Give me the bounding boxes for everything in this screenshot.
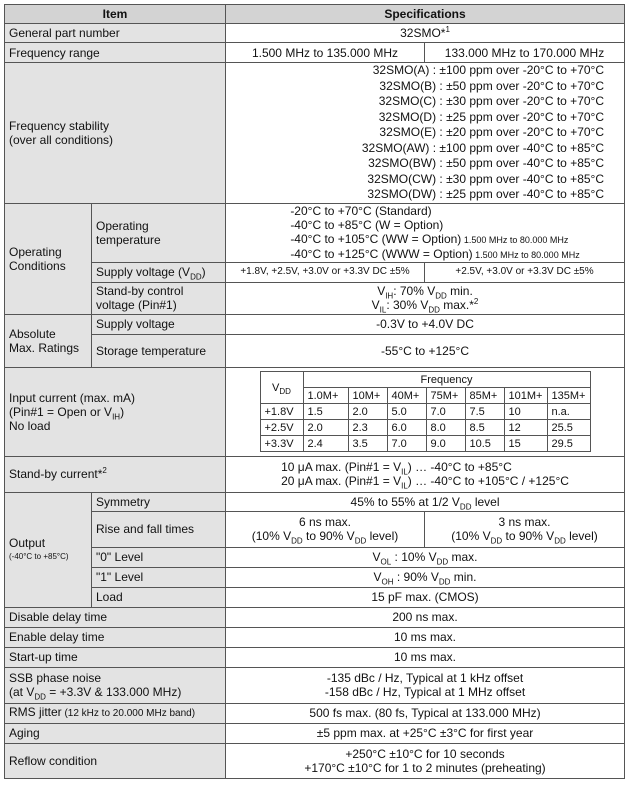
current-cell: 6.0 bbox=[387, 420, 426, 436]
standby-current-row bbox=[5, 456, 625, 492]
startup-value: 10 ms max. bbox=[226, 647, 625, 667]
load-value: 15 pF max. (CMOS) bbox=[226, 587, 625, 607]
standby-current-label: Stand-by current*$^2$ bbox=[5, 456, 226, 492]
rms-jitter-value: 500 fs max. (80 fs, Typical at 133.000 MHz) bbox=[226, 703, 625, 723]
rise-fall-low: 6 ns max. (10% $V_{DD}$ to 90% $V_{DD}$ level) bbox=[226, 511, 425, 547]
freq-column: 75M+ bbox=[426, 388, 465, 404]
frequency-header: Frequency bbox=[303, 372, 590, 388]
item-header: Item bbox=[5, 5, 226, 24]
stability-line: 32SMO(BW) : ±50 ppm over -40°C to +85°C bbox=[368, 156, 605, 170]
input-current-table bbox=[260, 371, 591, 452]
frequency-stability-values bbox=[226, 63, 625, 204]
vdd-value: +2.5V bbox=[260, 420, 303, 436]
aging-row bbox=[5, 723, 625, 743]
stability-line: 32SMO(D) : ±25 ppm over -20°C to +70°C bbox=[378, 109, 605, 124]
output-label: Output (-40°C to +85°C) bbox=[5, 492, 92, 607]
supply-voltage-label: Supply voltage $(V_{DD})$ bbox=[92, 262, 226, 282]
general-part-value: 32SMO*$^1$ bbox=[226, 24, 625, 43]
current-cell: 7.5 bbox=[465, 404, 504, 420]
freq-column: 135M+ bbox=[547, 388, 590, 404]
current-row bbox=[260, 436, 590, 452]
rise-fall-high: 3 ns max. (10% $V_{DD}$ to 90% $V_{DD}$ level) bbox=[425, 511, 625, 547]
frequency-stability-label: Frequency stability (over all conditions) bbox=[5, 63, 226, 204]
ssb-phase-noise-values: -135 dBc / Hz, Typical at 1 kHz offset -158 dBc / Hz, Typical at 1 MHz offset bbox=[226, 667, 625, 703]
stability-line: 32SMO(AW) : ±100 ppm over -40°C to +85°C bbox=[361, 140, 605, 155]
freq-column: 1.0M+ bbox=[303, 388, 348, 404]
vdd-value: +1.8V bbox=[260, 404, 303, 420]
operating-temperature-values bbox=[226, 203, 625, 262]
reflow-values: +250°C ±10°C for 10 seconds +170°C ±10°C for 1 to 2 minutes (preheating) bbox=[226, 743, 625, 778]
specifications-table bbox=[4, 4, 625, 779]
symmetry-value: 45% to 55% at 1/2 $V_{DD}$ level bbox=[226, 492, 625, 511]
zero-level-row bbox=[5, 547, 625, 567]
disable-delay-value: 200 ns max. bbox=[226, 607, 625, 627]
symmetry-row bbox=[5, 492, 625, 511]
enable-delay-value: 10 ms max. bbox=[226, 627, 625, 647]
startup-label: Start-up time bbox=[5, 647, 226, 667]
current-cell: 2.0 bbox=[303, 420, 348, 436]
input-current-table-cell bbox=[226, 367, 625, 456]
current-cell: 10 bbox=[504, 404, 547, 420]
reflow-row bbox=[5, 743, 625, 778]
absolute-supply-label: Supply voltage bbox=[92, 314, 226, 334]
rms-jitter-row bbox=[5, 703, 625, 723]
enable-delay-label: Enable delay time bbox=[5, 627, 226, 647]
stability-line: 32SMO(CW) : ±30 ppm over -40°C to +85°C bbox=[367, 171, 605, 186]
supply-voltage-low: +1.8V, +2.5V, +3.0V or +3.3V DC ±5% bbox=[226, 262, 425, 282]
frequency-range-high: 133.000 MHz to 170.000 MHz bbox=[425, 43, 625, 63]
absolute-supply-row bbox=[5, 314, 625, 334]
ssb-phase-noise-label: SSB phase noise (at $V_{DD} = +3.3V$ & 133.000 MHz) bbox=[5, 667, 226, 703]
startup-row bbox=[5, 647, 625, 667]
symmetry-label: Symmetry bbox=[92, 492, 226, 511]
standby-control-row bbox=[5, 282, 625, 314]
temperature-line: -40°C to +105°C (WW = Option) 1.500 MHz to 80.000 MHz bbox=[290, 231, 569, 246]
current-cell: 2.4 bbox=[303, 436, 348, 452]
specifications-header: Specifications bbox=[226, 5, 625, 24]
rise-fall-row bbox=[5, 511, 625, 547]
frequency-stability-row bbox=[5, 63, 625, 204]
current-cell: 10.5 bbox=[465, 436, 504, 452]
current-cell: 7.0 bbox=[426, 404, 465, 420]
current-cell: 2.0 bbox=[348, 404, 387, 420]
current-cell: 8.0 bbox=[426, 420, 465, 436]
temperature-line: -20°C to +70°C (Standard) bbox=[290, 203, 432, 218]
current-cell: 2.3 bbox=[348, 420, 387, 436]
one-level-label: "1" Level bbox=[92, 567, 226, 587]
operating-conditions-label: Operating Conditions bbox=[5, 203, 92, 314]
freq-column: 10M+ bbox=[348, 388, 387, 404]
current-cell: 8.5 bbox=[465, 420, 504, 436]
freq-column: 85M+ bbox=[465, 388, 504, 404]
stability-line: 32SMO(DW) : ±25 ppm over -40°C to +85°C bbox=[367, 187, 605, 201]
standby-control-values: $V_{IH}$: 70% $V_{DD}$ min. $V_{IL}$: 30% $V_{DD}$ max.*$^2$ bbox=[226, 282, 625, 314]
zero-level-label: "0" Level bbox=[92, 547, 226, 567]
vdd-value: +3.3V bbox=[260, 436, 303, 452]
ssb-phase-noise-row bbox=[5, 667, 625, 703]
temperature-line: -40°C to +125°C (WWW = Option) 1.500 MHz to 80.000 MHz bbox=[290, 246, 580, 261]
absolute-max-ratings-label: Absolute Max. Ratings bbox=[5, 314, 92, 367]
stability-line: 32SMO(C) : ±30 ppm over -20°C to +70°C bbox=[378, 94, 605, 108]
one-level-row bbox=[5, 567, 625, 587]
current-cell: 1.5 bbox=[303, 404, 348, 420]
input-current-row bbox=[5, 367, 625, 456]
operating-temperature-label: Operating temperature bbox=[92, 203, 226, 262]
current-cell: 5.0 bbox=[387, 404, 426, 420]
storage-temperature-value: -55°C to +125°C bbox=[226, 334, 625, 367]
frequency-columns-row bbox=[260, 388, 590, 404]
storage-temperature-row bbox=[5, 334, 625, 367]
stability-line: 32SMO(B) : ±50 ppm over -20°C to +70°C bbox=[379, 78, 605, 93]
current-cell: n.a. bbox=[547, 404, 590, 420]
current-cell: 15 bbox=[504, 436, 547, 452]
frequency-range-label: Frequency range bbox=[5, 43, 226, 63]
current-row bbox=[260, 404, 590, 420]
frequency-range-low: 1.500 MHz to 135.000 MHz bbox=[226, 43, 425, 63]
zero-level-value: $V_{OL}$ : 10% $V_{DD}$ max. bbox=[226, 547, 625, 567]
disable-delay-row bbox=[5, 607, 625, 627]
input-current-label: Input current (max. mA) (Pin#1 = Open or $V_{IH}$) No load bbox=[5, 367, 226, 456]
current-cell: 9.0 bbox=[426, 436, 465, 452]
general-part-label: General part number bbox=[5, 24, 226, 43]
frequency-range-row bbox=[5, 43, 625, 63]
operating-temperature-row bbox=[5, 203, 625, 262]
disable-delay-label: Disable delay time bbox=[5, 607, 226, 627]
rms-jitter-label: RMS jitter (12 kHz to 20.000 MHz band) bbox=[5, 703, 226, 723]
temperature-line: -40°C to +85°C (W = Option) bbox=[290, 217, 444, 232]
header-row bbox=[5, 5, 625, 24]
current-cell: 29.5 bbox=[547, 436, 590, 452]
vdd-header: $V_{DD}$ bbox=[260, 372, 303, 404]
aging-value: ±5 ppm max. at +25°C ±3°C for first year bbox=[226, 723, 625, 743]
rise-fall-label: Rise and fall times bbox=[92, 511, 226, 547]
standby-current-values: 10 μA max. (Pin#1 = $V_{IL}$) … -40°C to +85°C 20 μA max. (Pin#1 = $V_{IL}$) … -40°C to +105°C / +125°C bbox=[226, 456, 625, 492]
stability-line: 32SMO(E) : ±20 ppm over -20°C to +70°C bbox=[379, 125, 605, 139]
supply-voltage-row bbox=[5, 262, 625, 282]
one-level-value: $V_{OH}$ : 90% $V_{DD}$ min. bbox=[226, 567, 625, 587]
enable-delay-row bbox=[5, 627, 625, 647]
current-cell: 3.5 bbox=[348, 436, 387, 452]
reflow-label: Reflow condition bbox=[5, 743, 226, 778]
general-part-row bbox=[5, 24, 625, 43]
standby-control-label: Stand-by control voltage (Pin#1) bbox=[92, 282, 226, 314]
absolute-supply-value: -0.3V to +4.0V DC bbox=[226, 314, 625, 334]
current-cell: 7.0 bbox=[387, 436, 426, 452]
freq-column: 101M+ bbox=[504, 388, 547, 404]
current-cell: 25.5 bbox=[547, 420, 590, 436]
load-row bbox=[5, 587, 625, 607]
supply-voltage-high: +2.5V, +3.0V or +3.3V DC ±5% bbox=[425, 262, 625, 282]
stability-line: 32SMO(A) : ±100 ppm over -20°C to +70°C bbox=[372, 63, 605, 77]
load-label: Load bbox=[92, 587, 226, 607]
freq-column: 40M+ bbox=[387, 388, 426, 404]
aging-label: Aging bbox=[5, 723, 226, 743]
current-cell: 12 bbox=[504, 420, 547, 436]
current-row bbox=[260, 420, 590, 436]
storage-temperature-label: Storage temperature bbox=[92, 334, 226, 367]
